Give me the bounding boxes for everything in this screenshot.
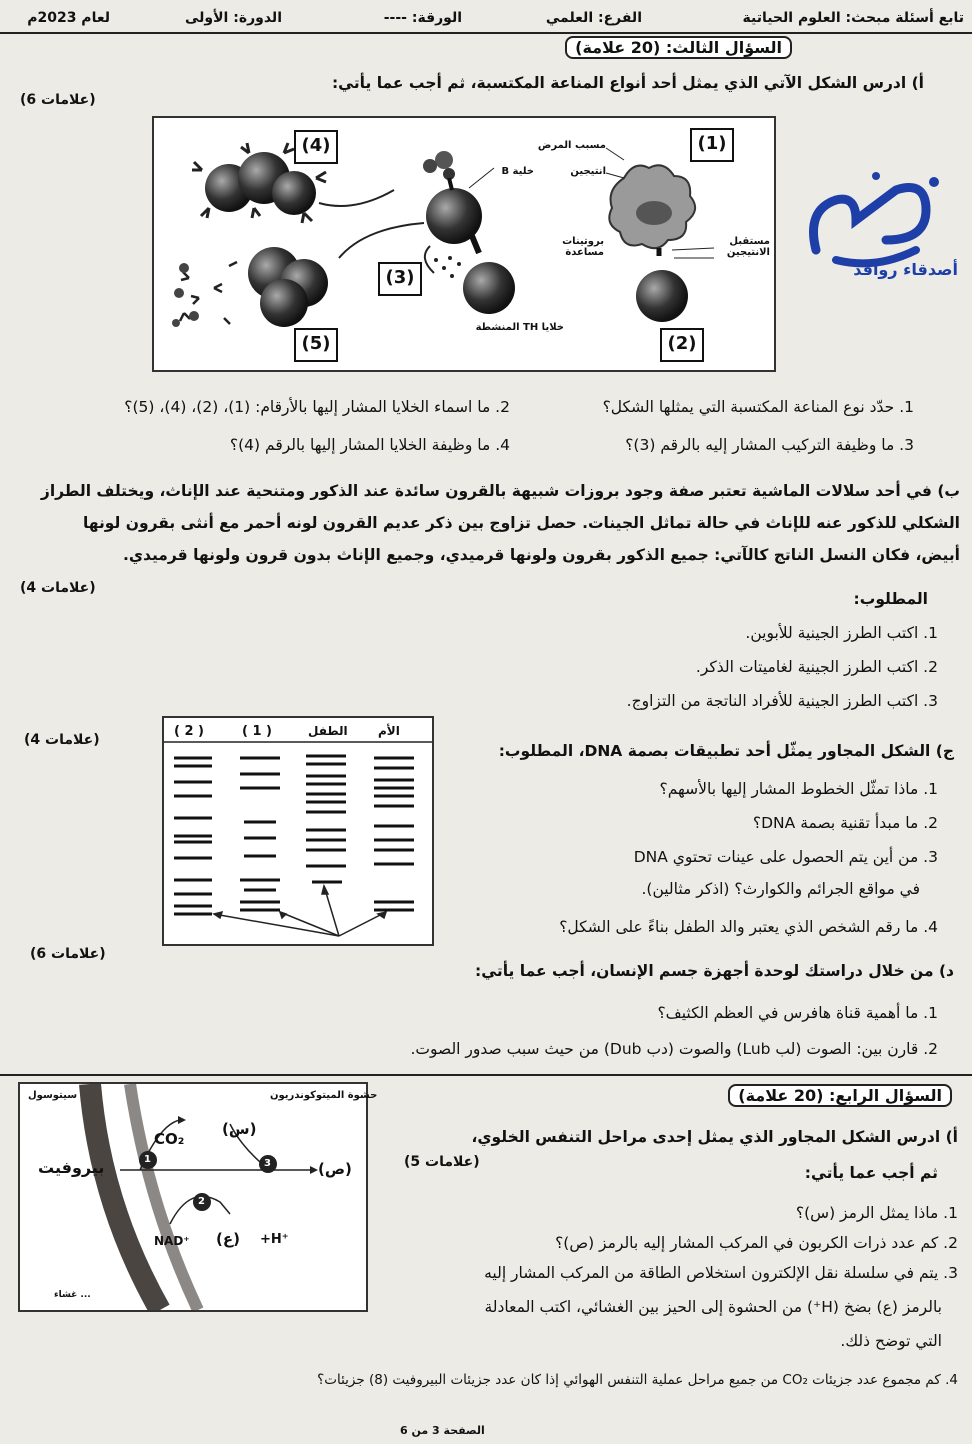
label-4: (4) (294, 130, 338, 164)
q3a-stem: أ) ادرس الشكل الآتي الذي يمثل أحد أنواع المناعة المكتسبة، ثم أجب عما يأتي: (331, 74, 924, 92)
q3d-marks: (6 علامات) (30, 946, 106, 962)
label-antigen: انتيجين (570, 166, 606, 177)
q4a-question-1: 1. ماذا يمثل الرمز (س)؟ (795, 1204, 958, 1222)
col-person-1: ( 1 ) (242, 724, 272, 739)
q4a-then: ثم أجب عما يأتي: (804, 1164, 938, 1182)
label-nad: NAD⁺ (154, 1234, 190, 1248)
q3b-required: المطلوب: (853, 590, 928, 608)
q3c-question-1: 1. ماذا تمثّل الخطوط المشار إليها بالأسهم؟ (659, 780, 938, 798)
dna-fingerprint-figure (162, 716, 434, 946)
q4a-question-2: 2. كم عدد ذرات الكربون في المركب المشار إليه بالرمز (ص)؟ (555, 1234, 958, 1252)
dna-bands (164, 718, 432, 944)
q3b-line-3: أبيض، فكان النسل الناتج كالآتي: جميع الذكور بقرون ولونها قرميدي، وجميع الإناث بدون قرون ولونها قرميدي. (122, 546, 960, 564)
q4a-question-4: 4. كم مجموع عدد جزيئات CO₂ من جميع مراحل عملية التنفس الهوائي إذا كان عدد جزيئات البيروفيت (8) جزيئات؟ (317, 1372, 958, 1388)
q3c-question-2: 2. ما مبدأ تقنية بصمة DNA؟ (752, 814, 938, 832)
question-3-title: السؤال الثالث: (20 علامة) (565, 36, 792, 59)
header-divider (0, 32, 972, 34)
logo-mark-icon (776, 170, 966, 270)
header-paper: الورقة: ---- (383, 10, 462, 26)
label-antigen-receptor: مستقبل الانتيجين (726, 236, 770, 258)
q3c-question-4: 4. ما رقم الشخص الذي يعتبر والد الطفل بناءً على الشكل؟ (559, 918, 938, 936)
q3d-stem: د) من خلال دراستك لوحدة أجهزة جسم الإنسان، أجب عما يأتي: (475, 962, 954, 980)
label-h: +H⁺ (260, 1232, 289, 1247)
label-helper-proteins: بروتينات مساعدة (562, 236, 604, 258)
q4a-stem: أ) ادرس الشكل المجاور الذي يمثل إحدى مراحل التنفس الخلوي، (471, 1128, 958, 1146)
question-4-title: السؤال الرابع: (20 علامة) (728, 1084, 952, 1107)
q3b-line-2: الشكلي للذكور عنه للإناث في حالة تماثل الجينات. حصل تزاوج بين ذكر عديم القرون لونه أحمر مع أنثى بقرون لونها (82, 514, 960, 532)
label-1: (1) (690, 128, 734, 162)
label-pyruvate: بيروفيت (38, 1158, 105, 1177)
q3a-question-4: 4. ما وظيفة الخلايا المشار إليها بالرقم (4)؟ (229, 436, 510, 454)
exam-header (0, 6, 972, 34)
q4a-question-3b: بالرمز (ع) بضخ (H⁺) من الحشوة إلى الحيز بين الغشائي، اكتب المعادلة (484, 1298, 942, 1316)
step-3: 3 (264, 1158, 271, 1169)
label-matrix: حشوة الميتوكوندريون (270, 1090, 378, 1101)
label-x: (ص) (318, 1160, 352, 1178)
label-cytosol: سيتوسول (28, 1090, 78, 1101)
col-person-2: ( 2 ) (174, 724, 204, 739)
logo-text: أصدقاء روافد (853, 260, 958, 279)
label-co2: CO₂ (154, 1130, 185, 1148)
label-membrane: غشاء ... (54, 1290, 91, 1300)
q3d-question-2: 2. قارن بين: الصوت (لب Lub) والصوت (دب Dub) من حيث سبب صدور الصوت. (410, 1040, 938, 1058)
q3d-question-1: 1. ما أهمية قناة هافرس في العظم الكثيف؟ (657, 1004, 938, 1022)
step-2: 2 (198, 1196, 205, 1207)
q3c-question-3a: 3. من أين يتم الحصول على عينات تحتوي DNA (633, 848, 938, 866)
q3a-question-3: 3. ما وظيفة التركيب المشار إليه بالرقم (3)؟ (625, 436, 914, 454)
respiration-figure (18, 1082, 378, 1312)
q3a-question-1: 1. حدّد نوع المناعة المكتسبة التي يمثلها الشكل؟ (602, 398, 914, 416)
q3b-line-1: ب) في أحد سلالات الماشية تعتبر صفة وجود بروزات شبيهة بالقرون سائدة عند الذكور ومتنحية عند الإناث، ويختلف الطراز (40, 482, 960, 500)
col-child: الطفل (308, 724, 348, 738)
header-year: لعام 2023م (27, 10, 110, 26)
q4a-marks: (5 علامات) (404, 1154, 480, 1170)
immunity-figure (152, 116, 776, 372)
label-th-cells: خلايا TH المنشطة (475, 322, 564, 333)
col-mother: الأم (378, 724, 400, 738)
q3c-marks: (4 علامات) (24, 732, 100, 748)
label-2: (2) (660, 328, 704, 362)
label-s: (س) (222, 1120, 257, 1138)
q3c-question-3b: في مواقع الجرائم والكوارث؟ (اذكر مثالين). (641, 880, 920, 898)
q3b-question-1: 1. اكتب الطرز الجينية للأبوين. (745, 624, 938, 642)
label-pathogen: مسبب المرض (537, 140, 606, 151)
step-1: 1 (144, 1154, 151, 1165)
q3b-question-2: 2. اكتب الطرز الجينية لغاميتات الذكر. (695, 658, 938, 676)
label-5: (5) (294, 328, 338, 362)
watermark-logo (776, 170, 966, 290)
q4a-question-3a: 3. يتم في سلسلة نقل الإلكترون استخلاص الطاقة من المركب المشار إليه (484, 1264, 958, 1282)
label-3: (3) (378, 262, 422, 296)
label-e: (ع) (216, 1230, 240, 1248)
respiration-diagram (20, 1084, 366, 1310)
section-divider (0, 1074, 972, 1076)
q3b-question-3: 3. اكتب الطرز الجينية للأفراد الناتجة من التزاوج. (626, 692, 938, 710)
q3b-marks: (4 علامات) (20, 580, 96, 596)
q3a-question-2: 2. ما اسماء الخلايا المشار إليها بالأرقام: (1)، (2)، (4)، (5)؟ (124, 398, 510, 416)
page-number: الصفحة 3 من 6 (400, 1424, 485, 1437)
label-b-cell: خلية B (501, 166, 534, 177)
q3c-stem: ج) الشكل المجاور يمثّل أحد تطبيقات بصمة DNA، المطلوب: (498, 742, 954, 760)
q4a-question-3c: التي توضح ذلك. (840, 1332, 942, 1350)
q3a-marks: (6 علامات) (20, 92, 96, 108)
header-session: الدورة: الأولى (185, 10, 282, 26)
header-title: تابع أسئلة مبحث: العلوم الحياتية (742, 10, 964, 26)
header-branch: الفرع: العلمي (545, 10, 642, 26)
